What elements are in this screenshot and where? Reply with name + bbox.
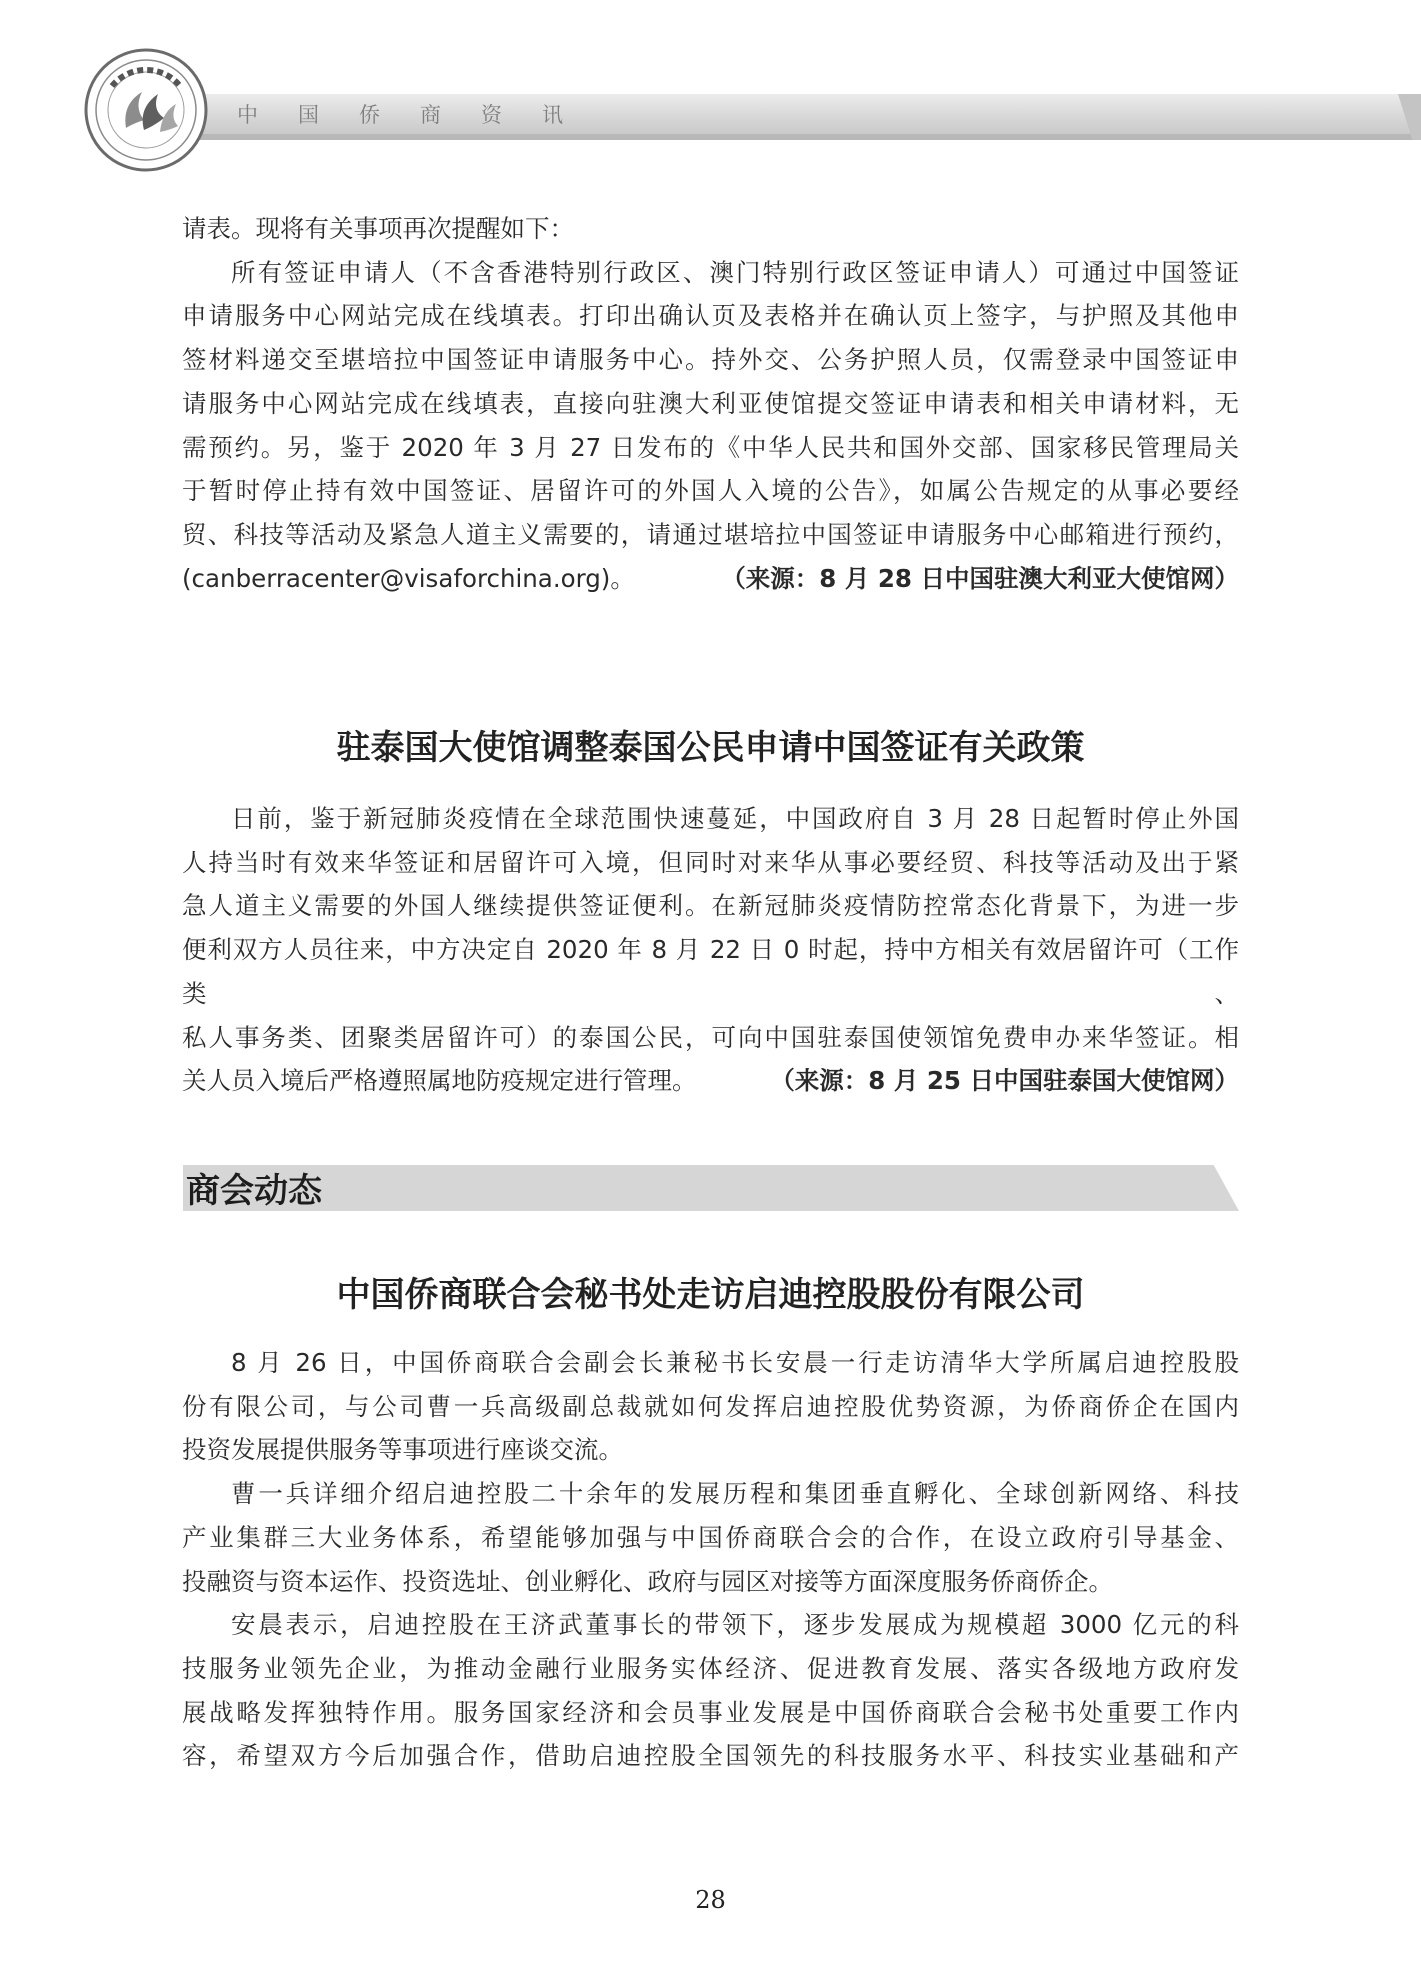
- header-band-shadow: [150, 134, 1421, 140]
- source-citation: （来源：8 月 28 日中国驻澳大利亚大使馆网）: [721, 563, 1239, 593]
- paragraph-line: 所有签证申请人（不含香港特别行政区、澳门特别行政区签证申请人）可通过中国签证: [231, 257, 1239, 287]
- paragraph-line: 投资发展提供服务等事项进行座谈交流。: [182, 1435, 623, 1465]
- paragraph-line: 关人员入境后严格遵照属地防疫规定进行管理。: [182, 1066, 697, 1096]
- paragraph-line: 容，希望双方今后加强合作，借助启迪控股全国领先的科技服务水平、科技实业基础和产: [182, 1741, 1239, 1771]
- paragraph-line: 曹一兵详细介绍启迪控股二十余年的发展历程和集团垂直孵化、全球创新网络、科技: [231, 1479, 1239, 1509]
- paragraph-line: 急人道主义需要的外国人继续提供签证便利。在新冠肺炎疫情防控常态化背景下，为进一步: [182, 891, 1239, 921]
- paragraph-line: 请表。现将有关事项再次提醒如下：: [182, 214, 574, 243]
- page-number: 28: [695, 1886, 726, 1914]
- paragraph-line: 便利双方人员往来，中方决定自 2020 年 8 月 22 日 0 时起，持中方相关有效居留许可（工作类、: [182, 935, 1239, 1008]
- article-title: 中国侨商联合会秘书处走访启迪控股股份有限公司: [336, 1275, 1085, 1315]
- source-citation: （来源：8 月 25 日中国驻泰国大使馆网）: [770, 1066, 1239, 1096]
- paragraph-line: 申请服务中心网站完成在线填表。打印出确认页及表格并在确认页上签字，与护照及其他申: [182, 301, 1239, 331]
- running-header-title: 中国侨商资讯: [237, 103, 603, 127]
- paragraph-line: 日前，鉴于新冠肺炎疫情在全球范围快速蔓延，中国政府自 3 月 28 日起暂时停止外国: [231, 804, 1239, 833]
- paragraph-line: 8 月 26 日，中国侨商联合会副会长兼秘书长安晨一行走访清华大学所属启迪控股股: [231, 1348, 1239, 1377]
- section-band: [183, 1165, 1239, 1211]
- paragraph-line: 人持当时有效来华签证和居留许可入境，但同时对来华从事必要经贸、科技等活动及出于紧: [182, 847, 1239, 877]
- email-text: (canberracenter@visaforchina.org)。: [182, 563, 635, 593]
- paragraph-line: 请服务中心网站完成在线填表，直接向驻澳大利亚使馆提交签证申请表和相关申请材料，无: [182, 388, 1239, 418]
- section-heading: 商会动态: [186, 1171, 322, 1211]
- source-line: [182, 557, 1239, 601]
- paragraph-line: 贸、科技等活动及紧急人道主义需要的，请通过堪培拉中国签证申请服务中心邮箱进行预约，: [182, 519, 1239, 549]
- paragraph-line: 展战略发挥独特作用。服务国家经济和会员事业发展是中国侨商联合会秘书处重要工作内: [182, 1697, 1239, 1727]
- article-continued-body: [182, 207, 1239, 600]
- paragraph-line: 于暂时停止持有效中国签证、居留许可的外国人入境的公告》，如属公告规定的从事必要经: [182, 476, 1239, 506]
- paragraph-line: 投融资与资本运作、投资选址、创业孵化、政府与园区对接等方面深度服务侨商侨企。: [182, 1566, 1113, 1596]
- paragraph-line: 私人事务类、团聚类居留许可）的泰国公民，可向中国驻泰国使领馆免费申办来华签证。相: [182, 1022, 1239, 1052]
- paragraph-line: 产业集群三大业务体系，希望能够加强与中国侨商联合会的合作，在设立政府引导基金、: [182, 1522, 1239, 1552]
- article-title: 驻泰国大使馆调整泰国公民申请中国签证有关政策: [336, 728, 1085, 768]
- article-body: [182, 797, 1239, 1103]
- paragraph-line: 份有限公司，与公司曹一兵高级副总裁就如何发挥启迪控股优势资源，为侨商侨企在国内: [182, 1391, 1239, 1421]
- paragraph-line: 技服务业领先企业，为推动金融行业服务实体经济、促进教育发展、落实各级地方政府发: [182, 1653, 1239, 1683]
- paragraph-line: 安晨表示，启迪控股在王济武董事长的带领下，逐步发展成为规模超 3000 亿元的科: [231, 1610, 1239, 1640]
- article-body: [182, 1341, 1239, 1778]
- federation-logo: [82, 46, 210, 174]
- paragraph-line: 需预约。另，鉴于 2020 年 3 月 27 日发布的《中华人民共和国外交部、国家移民管理局关: [182, 432, 1239, 462]
- paragraph-line: 签材料递交至堪培拉中国签证申请服务中心。持外交、公务护照人员，仅需登录中国签证申: [182, 345, 1239, 375]
- source-line: [182, 1059, 1239, 1103]
